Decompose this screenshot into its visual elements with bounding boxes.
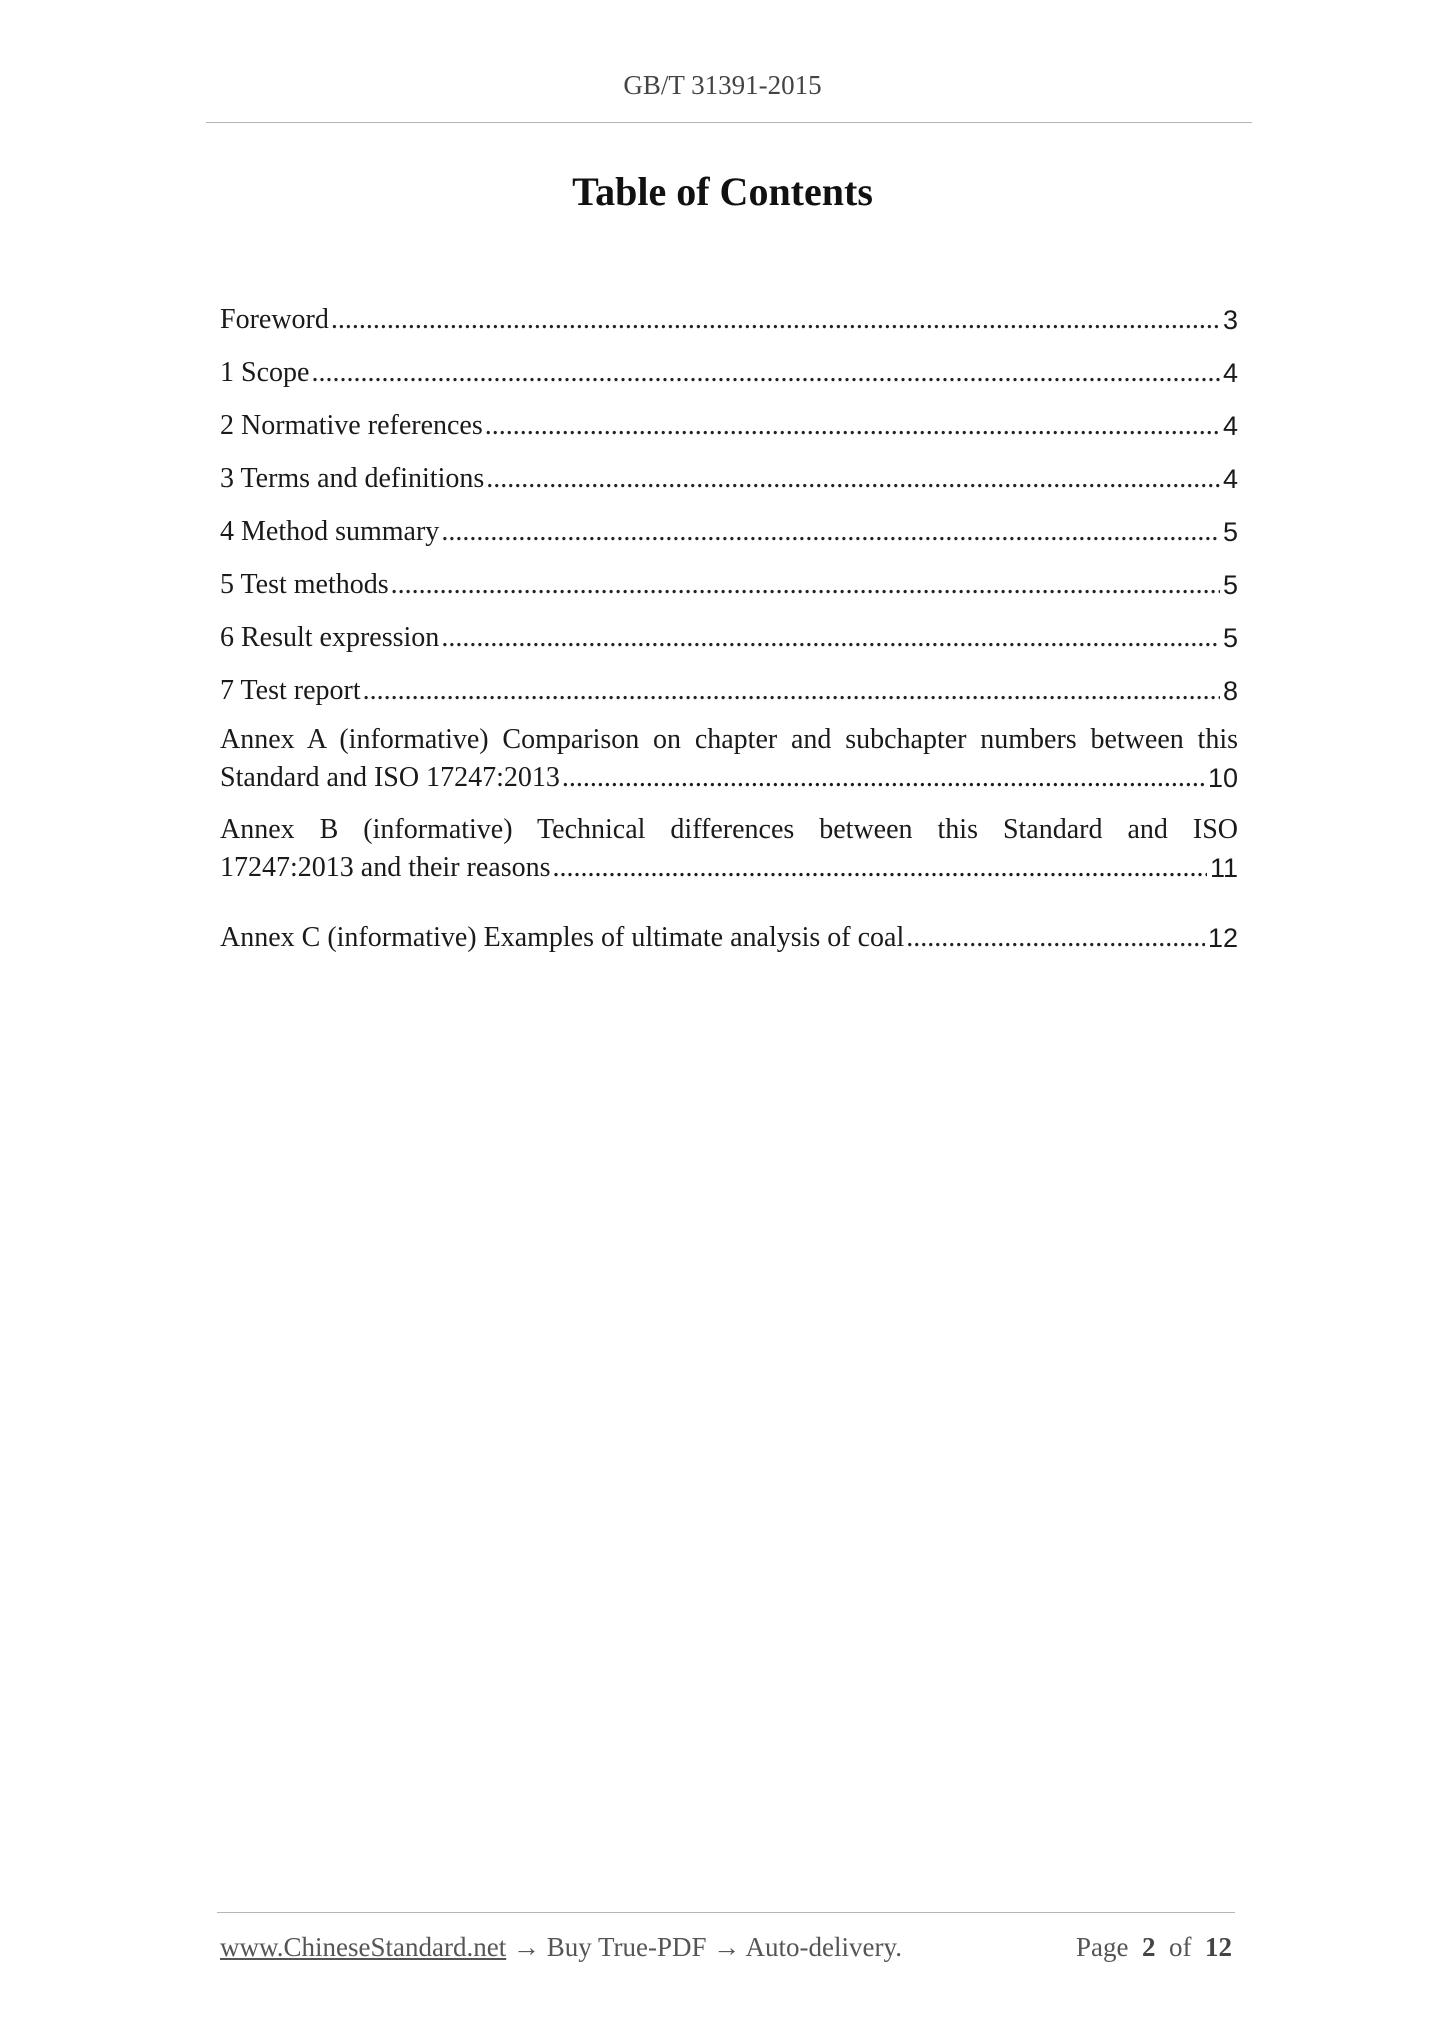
- dot-leader: [562, 759, 1205, 797]
- toc-entry-foreword[interactable]: [220, 283, 1238, 336]
- toc-entry-annex-b[interactable]: [220, 811, 1238, 887]
- site-link[interactable]: www.ChineseStandard.net: [220, 1932, 507, 1962]
- dot-leader: [553, 849, 1207, 887]
- toc-entry-label: 6 Result expression: [220, 622, 440, 653]
- toc-entry-page: 12: [1207, 923, 1238, 953]
- toc-entry-page: 4: [1222, 411, 1238, 441]
- toc-entry-scope[interactable]: [220, 336, 1238, 389]
- dot-leader: [391, 569, 1220, 601]
- toc-entry-label: Foreword: [220, 304, 329, 335]
- toc-entry-label: 2 Normative references: [220, 410, 483, 441]
- of-word: of: [1169, 1932, 1192, 1962]
- delivery-text: Auto-delivery.: [745, 1932, 902, 1962]
- total-pages: 12: [1205, 1932, 1232, 1962]
- toc-entry-label: 7 Test report: [220, 675, 361, 706]
- dot-leader: [485, 410, 1220, 442]
- footer-divider: [217, 1912, 1235, 1913]
- buy-text: Buy True-PDF: [546, 1932, 707, 1962]
- toc-entry-page: 11: [1209, 853, 1238, 883]
- dot-leader: [331, 304, 1220, 336]
- toc-entry-result-expression[interactable]: [220, 601, 1238, 654]
- toc-entry-page: 5: [1222, 570, 1238, 600]
- toc-entry-annex-c[interactable]: [220, 901, 1238, 954]
- arrow-right-icon: →: [706, 1932, 746, 1962]
- dot-leader: [441, 516, 1220, 548]
- table-of-contents: [220, 283, 1238, 954]
- page-header: GB/T 31391-2015: [623, 70, 822, 100]
- toc-entry-page: 5: [1222, 623, 1238, 653]
- toc-entry-label: 1 Scope: [220, 357, 310, 388]
- page-word: Page: [1076, 1932, 1129, 1962]
- header-divider: [206, 122, 1252, 123]
- toc-entry-label: Annex A (informative) Comparison on chapter and subchapter numbers between this: [220, 724, 1238, 755]
- arrow-right-icon: →: [506, 1932, 547, 1962]
- dot-leader: [906, 922, 1205, 954]
- toc-entry-method-summary[interactable]: [220, 495, 1238, 548]
- toc-entry-page: 4: [1222, 464, 1238, 494]
- toc-entry-label-continued: Standard and ISO 17247:2013: [220, 762, 560, 793]
- toc-entry-test-report[interactable]: [220, 654, 1238, 707]
- toc-entry-page: 10: [1207, 763, 1238, 793]
- toc-entry-page: 8: [1222, 676, 1238, 706]
- toc-entry-page: 4: [1222, 358, 1238, 388]
- toc-entry-normative-references[interactable]: [220, 389, 1238, 442]
- current-page: 2: [1142, 1932, 1156, 1962]
- toc-entry-label: Annex C (informative) Examples of ultimate analysis of coal: [220, 922, 905, 953]
- toc-entry-label: 4 Method summary: [220, 516, 440, 547]
- toc-entry-label: 5 Test methods: [220, 569, 389, 600]
- page-number: [1076, 1932, 1232, 1963]
- toc-entry-page: 5: [1222, 517, 1238, 547]
- page-title: Table of Contents: [572, 169, 873, 214]
- toc-entry-label-continued: 17247:2013 and their reasons: [220, 852, 551, 883]
- dot-leader: [311, 357, 1220, 389]
- toc-entry-annex-a[interactable]: [220, 721, 1238, 797]
- toc-entry-label: Annex B (informative) Technical differences between this Standard and ISO: [220, 814, 1238, 845]
- toc-entry-test-methods[interactable]: [220, 548, 1238, 601]
- toc-entry-page: 3: [1222, 305, 1238, 335]
- toc-entry-terms-definitions[interactable]: [220, 442, 1238, 495]
- dot-leader: [486, 463, 1220, 495]
- dot-leader: [441, 622, 1220, 654]
- toc-entry-label: 3 Terms and definitions: [220, 463, 485, 494]
- dot-leader: [363, 675, 1220, 707]
